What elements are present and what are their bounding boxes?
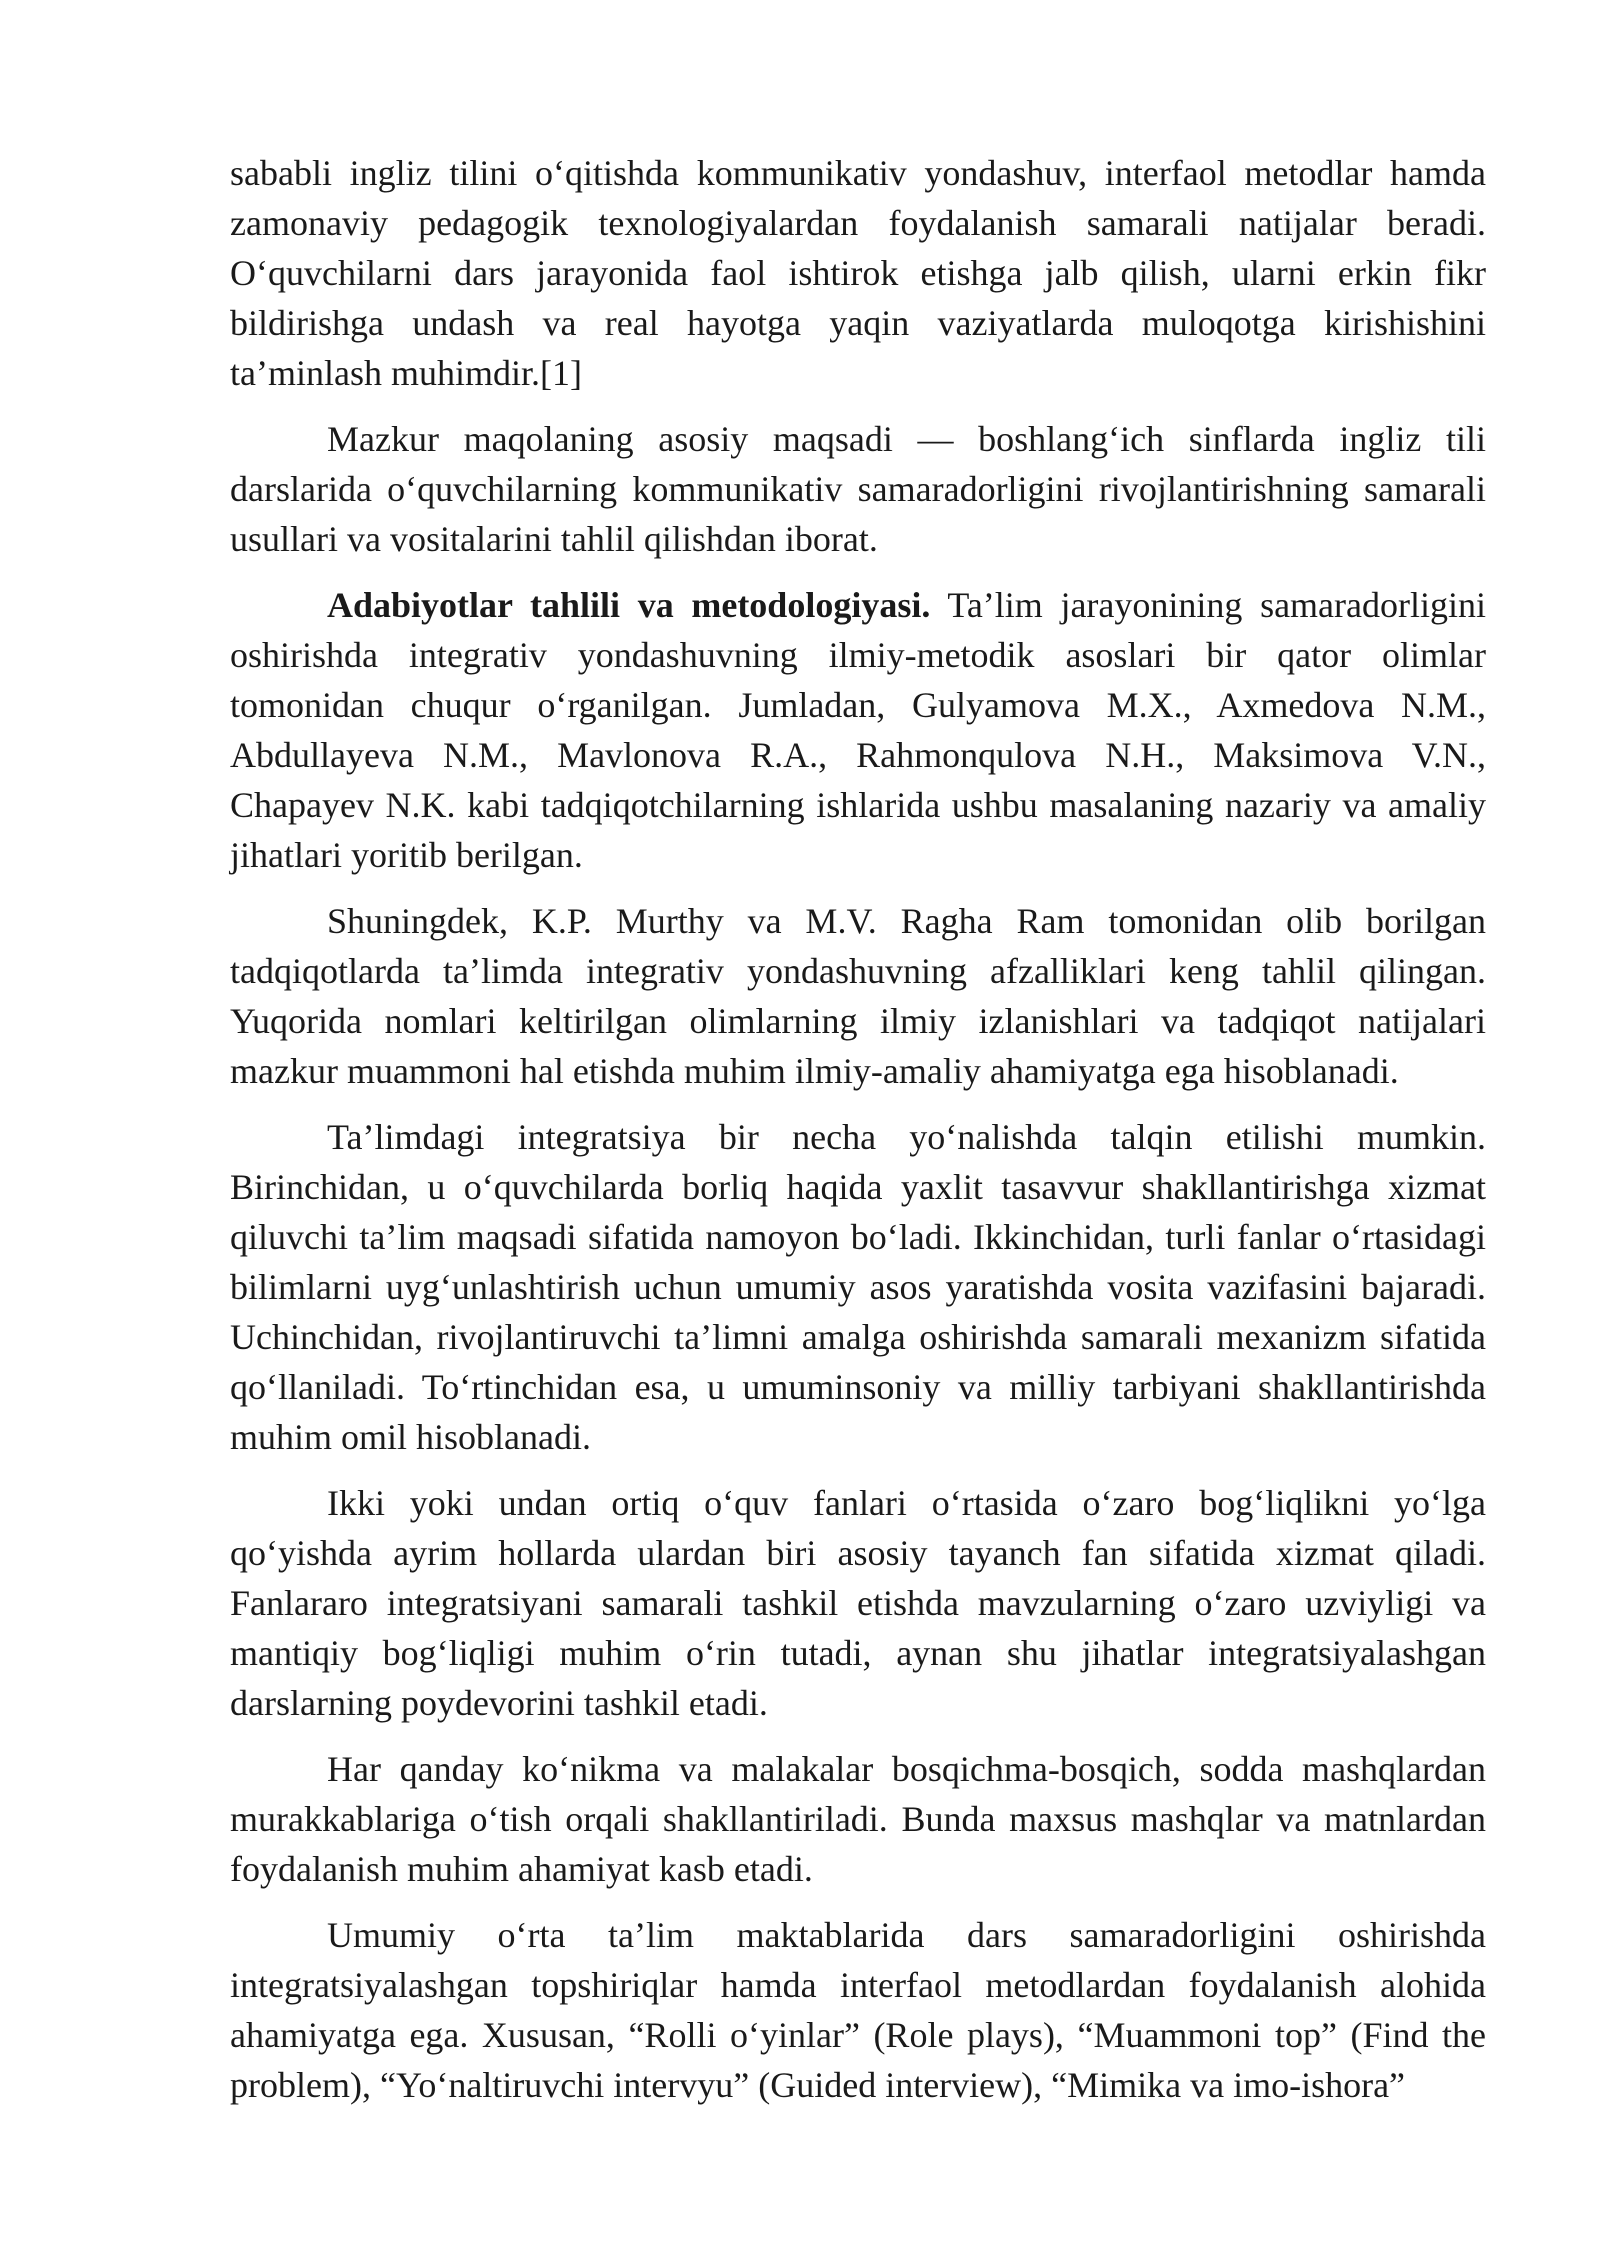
paragraph-3-text: Ta’lim jarayonining samaradorligini oshirishda integrativ yondashuvning ilmiy-metodik asoslari bir qator olimlar tomonidan chuqur o‘rganilgan. Jumladan, Gulyamova M.X., Axmedova N.M., Abdullayeva N.M., Mavlonova R.A., Rahmonqulova N.H., Maksimova V.N., Chapayev N.K. kabi tadqiqotchilarning ishlarida ushbu masalaning nazariy va amaliy jihatlari yoritib berilgan.: [230, 585, 1486, 875]
paragraph-7: Har qanday ko‘nikma va malakalar bosqichma-bosqich, sodda mashqlardan murakkablariga o‘tish orqali shakllantiriladi. Bunda maxsus mashqlar va matnlardan foydalanish muhim ahamiyat kasb etadi.: [230, 1749, 1486, 1889]
paragraph-1: sababli ingliz tilini o‘qitishda kommunikativ yondashuv, interfaol metodlar hamda zamonaviy pedagogik texnologiyalardan foydalanish samarali natijalar beradi. O‘quvchilarni dars jarayonida faol ishtirok etishga jalb qilish, ularni erkin fikr bildirishga undash va real hayotga yaqin vaziyatlarda muloqotga kirishishini ta’minlash muhimdir.[1]: [230, 153, 1486, 393]
paragraph-6: Ikki yoki undan ortiq o‘quv fanlari o‘rtasida o‘zaro bog‘liqlikni yo‘lga qo‘yishda ayrim hollarda ulardan biri asosiy tayanch fan sifatida xizmat qiladi. Fanlararo integratsiyani samarali tashkil etishda mavzularning o‘zaro uzviyligi va mantiqiy bog‘liqligi muhim o‘rin tutadi, aynan shu jihatlar integratsiyalashgan darslarning poydevorini tashkil etadi.: [230, 1483, 1486, 1723]
section-heading: Adabiyotlar tahlili va metodologiyasi.: [327, 585, 931, 625]
paragraph-3: [230, 580, 1486, 880]
paragraph-2: Mazkur maqolaning asosiy maqsadi — boshlang‘ich sinflarda ingliz tili darslarida o‘quvchilarning kommunikativ samaradorligini rivojlantirishning samarali usullari va vositalarini tahlil qilishdan iborat.: [230, 419, 1486, 559]
paragraph-4: Shuningdek, K.P. Murthy va M.V. Ragha Ram tomonidan olib borilgan tadqiqotlarda ta’limda integrativ yondashuvning afzalliklari keng tahlil qilingan. Yuqorida nomlari keltirilgan olimlarning ilmiy izlanishlari va tadqiqot natijalari mazkur muammoni hal etishda muhim ilmiy-amaliy ahamiyatga ega hisoblanadi.: [230, 901, 1486, 1091]
paragraph-5: Ta’limdagi integratsiya bir necha yo‘nalishda talqin etilishi mumkin. Birinchidan, u o‘quvchilarda borliq haqida yaxlit tasavvur shakllantirishga xizmat qiluvchi ta’lim maqsadi sifatida namoyon bo‘ladi. Ikkinchidan, turli fanlar o‘rtasidagi bilimlarni uyg‘unlashtirish uchun umumiy asos yaratishda vosita vazifasini bajaradi. Uchinchidan, rivojlantiruvchi ta’limni amalga oshirishda samarali mexanizm sifatida qo‘llaniladi. To‘rtinchidan esa, u umuminsoniy va milliy tarbiyani shakllantirishda muhim omil hisoblanadi.: [230, 1117, 1486, 1457]
paragraph-8: Umumiy o‘rta ta’lim maktablarida dars samaradorligini oshirishda integratsiyalashgan topshiriqlar hamda interfaol metodlardan foydalanish alohida ahamiyatga ega. Xususan, “Rolli o‘yinlar” (Role plays), “Muammoni top” (Find the problem), “Yo‘naltiruvchi intervyu” (Guided interview), “Mimika va imo-ishora”: [230, 1915, 1486, 2105]
document-body: [230, 148, 1486, 2126]
